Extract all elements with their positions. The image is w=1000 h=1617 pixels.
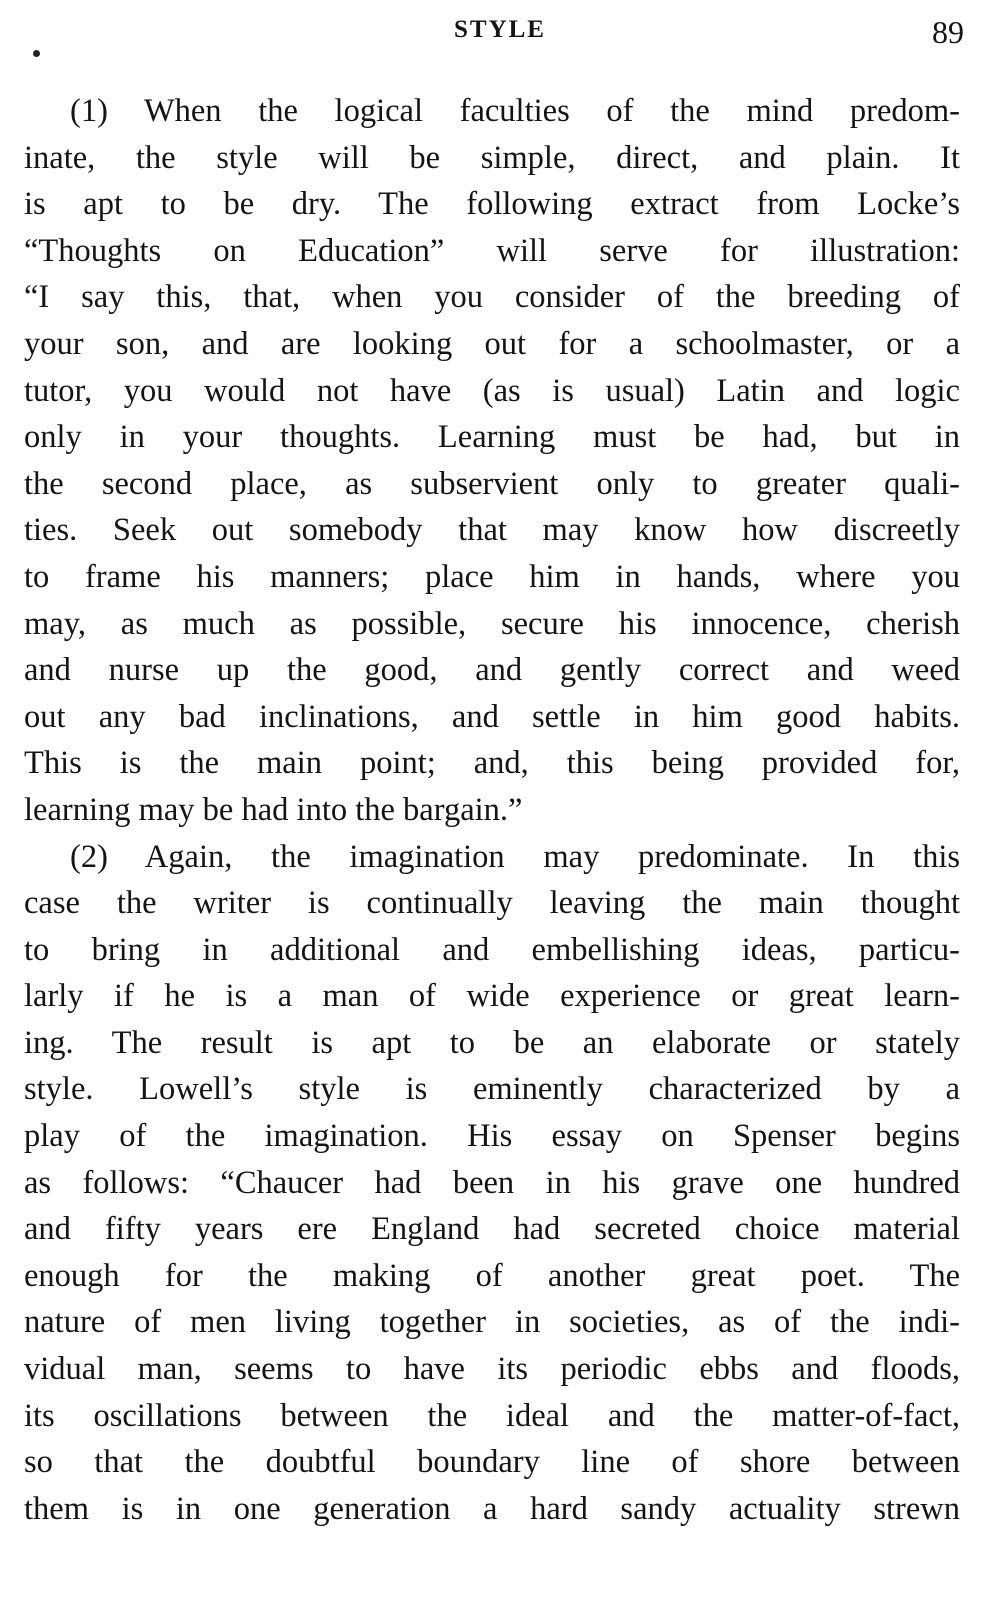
text-line: and nurse up the good, and gently correct and weed (24, 652, 960, 689)
running-head (0, 14, 1000, 54)
text-line: to bring in additional and embellishing ideas, particu- (24, 931, 960, 968)
text-line: and fifty years ere England had secreted choice material (24, 1211, 960, 1248)
text-line: style. Lowell’s style is eminently characterized by a (24, 1071, 960, 1108)
text-line: (1) When the logical faculties of the mind predom- (70, 93, 960, 129)
text-line: tutor, you would not have (as is usual) Latin and logic (24, 372, 960, 409)
text-line: as follows: “Chaucer had been in his grave one hundred (24, 1164, 960, 1201)
text-line: “I say this, that, when you consider of the breeding of (24, 279, 960, 316)
text-line: them is in one generation a hard sandy actuality strewn (24, 1490, 960, 1527)
text-line: This is the main point; and, this being provided for, (24, 745, 960, 782)
text-line: out any bad inclinations, and settle in him good habits. (24, 698, 960, 735)
text-line: inate, the style will be simple, direct, and plain. It (24, 139, 960, 176)
text-line: vidual man, seems to have its periodic ebbs and floods, (24, 1351, 960, 1388)
body-text (24, 88, 960, 1532)
paragraph-logical-style (24, 88, 960, 834)
paragraph-imaginative-style (24, 834, 960, 1533)
text-line: play of the imagination. His essay on Spenser begins (24, 1118, 960, 1155)
page-number: 89 (932, 14, 964, 50)
text-line: (2) Again, the imagination may predominate. In this (70, 838, 960, 875)
text-line: ing. The result is apt to be an elaborate or stately (24, 1024, 960, 1061)
text-line: learning may be had into the bargain.” (24, 791, 523, 828)
text-line: enough for the making of another great poet. The (24, 1257, 960, 1294)
text-line: is apt to be dry. The following extract from Locke’s (24, 186, 960, 223)
text-line: larly if he is a man of wide experience or great learn- (24, 978, 960, 1015)
text-line: to frame his manners; place him in hands, where you (24, 558, 960, 595)
text-line: case the writer is continually leaving the main thought (24, 885, 960, 922)
ink-dot-mark (33, 50, 40, 57)
text-line: nature of men living together in societies, as of the indi- (24, 1304, 960, 1341)
text-line: so that the doubtful boundary line of shore between (24, 1444, 960, 1481)
text-line: ties. Seek out somebody that may know how discreetly (24, 512, 960, 549)
text-line: “Thoughts on Education” will serve for illustration: (24, 232, 960, 269)
text-line: may, as much as possible, secure his innocence, cherish (24, 605, 960, 642)
text-line: only in your thoughts. Learning must be had, but in (24, 419, 960, 456)
text-line: its oscillations between the ideal and the matter-of-fact, (24, 1397, 960, 1434)
text-line: the second place, as subservient only to greater quali- (24, 465, 960, 502)
running-title: STYLE (454, 16, 546, 43)
text-line: your son, and are looking out for a schoolmaster, or a (24, 325, 960, 362)
